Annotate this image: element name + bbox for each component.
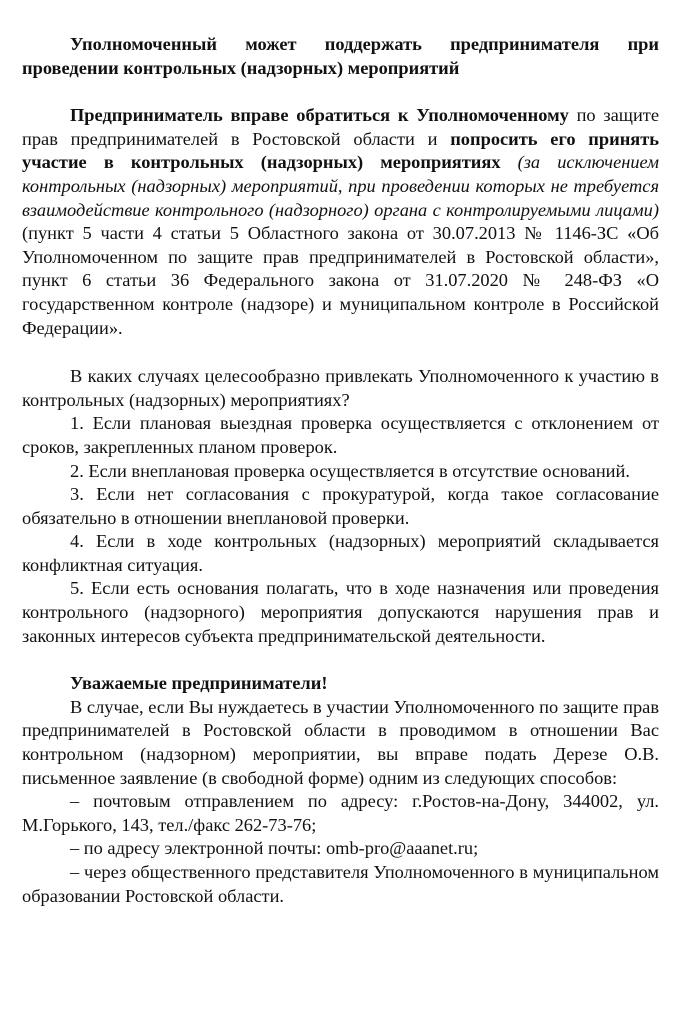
case-item-5: 5. Если есть основания полагать, что в ходе назначения или проведения контрольного (надзорного) мероприятия допускаются нарушения прав и законных интересов субъекта предпринимательской деятельности.: [22, 578, 659, 646]
intro-italic-exception: (за исключением контрольных (надзорных) мероприятий, при проведении которых не требуется взаимодействие контрольного (надзорного) органа с контролируемыми лицами): [22, 152, 659, 220]
case-item-4: 4. Если в ходе контрольных (надзорных) мероприятий складывается конфликтная ситуация.: [22, 531, 659, 575]
method-email: – по адресу электронной почты: omb-pro@aaanet.ru;: [70, 838, 479, 859]
cases-question: В каких случаях целесообразно привлекать Уполномоченного к участию в контрольных (надзорных) мероприятиях?: [22, 366, 659, 410]
intro-legal-refs: (пункт 5 части 4 статьи 5 Областного закона от 30.07.2013 № 1146-ЗС «Об Уполномоченном по защите прав предпринимателей в Ростовской области», пункт 6 статьи 36 Федерального закона от 31.07.2020 № 248-ФЗ «О государственном контроле (надзоре) и муниципальном контроле в Российской Федерации».: [22, 223, 659, 338]
spacer: [22, 80, 659, 104]
spacer: [22, 340, 659, 365]
intro-text: по защите прав предпринимателей в Ростовской области и: [22, 105, 659, 149]
document-title: Уполномоченный может поддержать предпринимателя при проведении контрольных (надзорных) мероприятий: [22, 34, 659, 78]
case-item-3: 3. Если нет согласования с прокуратурой, когда такое согласование обязательно в отношении внеплановой проверки.: [22, 484, 659, 528]
spacer: [22, 648, 659, 672]
document-page: [22, 33, 659, 908]
appeal-body: В случае, если Вы нуждаетесь в участии Уполномоченного по защите прав предпринимателей в Ростовской области в проводимом в отношении Вас контрольном (надзорном) мероприятии, вы вправе подать Дерезе О.В. письменное заявление (в свободной форме) одним из следующих способов:: [22, 696, 659, 788]
method-representative: – через общественного представителя Уполномоченного в муниципальном образовании Ростовской области.: [22, 862, 659, 906]
appeal-greeting: Уважаемые предприниматели!: [70, 673, 328, 694]
intro-bold-request: попросить его принять участие в контрольных (надзорных) мероприятиях: [22, 128, 660, 173]
method-post: – почтовым отправлением по адресу: г.Ростов-на-Дону, 344002, ул. М.Горького, 143, тел./факс 262-73-76;: [22, 791, 659, 835]
case-item-2: 2. Если внеплановая проверка осуществляется в отсутствие оснований.: [70, 460, 630, 481]
case-item-1: 1. Если плановая выездная проверка осуществляется с отклонением от сроков, закрепленных планом проверок.: [22, 413, 659, 457]
intro-bold-lead: Предприниматель вправе обратиться к Уполномоченному: [70, 105, 569, 126]
intro-paragraph: [22, 104, 659, 340]
